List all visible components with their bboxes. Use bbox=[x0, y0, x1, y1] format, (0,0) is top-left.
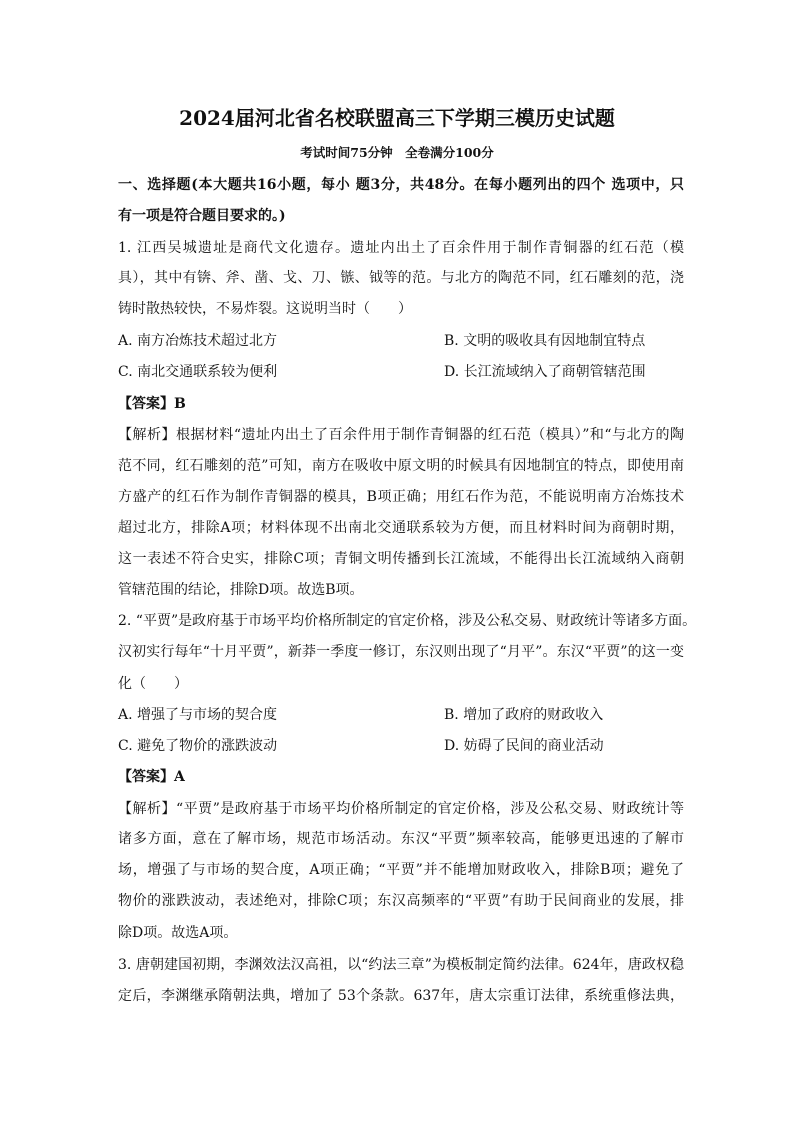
q2-stem-line-2: 汉初实行每年“十月平贾”，新莽一季度一修订，东汉则出现了“月平”。东汉“平贾”的这一变 bbox=[118, 644, 684, 660]
q2-option-b: B. 增加了政府的财政收入 bbox=[444, 707, 604, 723]
q1-analysis-line-3: 方盛产的红石作为制作青铜器的模具，B项正确；用红石作为范，不能说明南方冶炼技术 bbox=[118, 489, 684, 505]
q1-analysis-line-5: 这一表述不符合史实，排除C项；青铜文明传播到长江流域，不能得出长江流域纳入商朝 bbox=[118, 551, 684, 567]
q1-option-a: A. 南方冶炼技术超过北方 bbox=[118, 333, 278, 349]
section-heading-line-1: 一、选择题(本大题共16小题，每小 题3分，共48分。在每小题列出的四个 选项中，只 bbox=[118, 177, 684, 193]
q1-option-b: B. 文明的吸收具有因地制宜特点 bbox=[444, 333, 646, 349]
q3-stem-line-1: 3. 唐朝建国初期，李渊效法汉高祖，以“约法三章”为模板制定简约法律。624年，唐政权稳 bbox=[118, 957, 684, 973]
q1-answer: 【答案】B bbox=[118, 396, 186, 412]
q2-answer: 【答案】A bbox=[118, 769, 185, 785]
q1-option-c: C. 南北交通联系较为便利 bbox=[118, 364, 278, 380]
q3-stem-line-2: 定后，李渊继承隋朝法典，增加了 53个条款。637年，唐太宗重订法律，系统重修法典， bbox=[118, 988, 684, 1004]
q1-stem-line-2: 具），其中有锛、斧、凿、戈、刀、镞、钺等的范。与北方的陶范不同，红石雕刻的范，浇 bbox=[118, 270, 684, 286]
section-heading-line-2: 有一项是符合题目要求的。) bbox=[118, 208, 286, 224]
q1-stem-line-3: 铸时散热较快，不易炸裂。这说明当时（ ） bbox=[118, 301, 412, 317]
q1-analysis-line-2: 范不同，红石雕刻的范”可知，南方在吸收中原文明的时候具有因地制宜的特点，即使用南 bbox=[118, 458, 684, 474]
q1-analysis-line-6: 管辖范围的结论，排除D项。故选B项。 bbox=[118, 582, 364, 598]
q2-analysis-line-3: 场，增强了与市场的契合度，A项正确；“平贾”并不能增加财政收入，排除B项；避免了 bbox=[118, 862, 684, 878]
q2-analysis-line-1: 【解析】“平贾”是政府基于市场平均价格所制定的官定价格，涉及公私交易、财政统计等 bbox=[118, 801, 684, 817]
exam-subtitle: 考试时间75分钟 全卷满分100分 bbox=[300, 145, 494, 160]
q2-option-c: C. 避免了物价的涨跌波动 bbox=[118, 738, 278, 754]
q2-option-d: D. 妨碍了民间的商业活动 bbox=[444, 738, 604, 754]
q2-stem-line-3: 化（ ） bbox=[118, 676, 188, 692]
q1-analysis-line-1: 【解析】根据材料“遗址内出土了百余件用于制作青铜器的红石范（模具）”和“与北方的陶 bbox=[118, 427, 684, 443]
q2-option-a: A. 增强了与市场的契合度 bbox=[118, 707, 278, 723]
q1-stem-line-1: 1. 江西吴城遗址是商代文化遗存。遗址内出土了百余件用于制作青铜器的红石范（模 bbox=[118, 240, 684, 256]
q2-analysis-line-2: 诸多方面，意在了解市场，规范市场活动。东汉“平贾”频率较高，能够更迅速的了解市 bbox=[118, 831, 684, 847]
q2-analysis-line-4: 物价的涨跌波动，表述绝对，排除C项；东汉高频率的“平贾”有助于民间商业的发展，排 bbox=[118, 893, 684, 909]
q2-analysis-line-5: 除D项。故选A项。 bbox=[118, 925, 238, 941]
exam-title: 2024届河北省名校联盟高三下学期三模历史试题 bbox=[179, 106, 615, 130]
q1-analysis-line-4: 超过北方，排除A项；材料体现不出南北交通联系较为方便，而且材料时间为商朝时期， bbox=[118, 520, 684, 536]
q2-stem-line-1: 2. “平贾”是政府基于市场平均价格所制定的官定价格，涉及公私交易、财政统计等诸多方面。 bbox=[118, 613, 697, 629]
q1-option-d: D. 长江流域纳入了商朝管辖范围 bbox=[444, 364, 646, 380]
